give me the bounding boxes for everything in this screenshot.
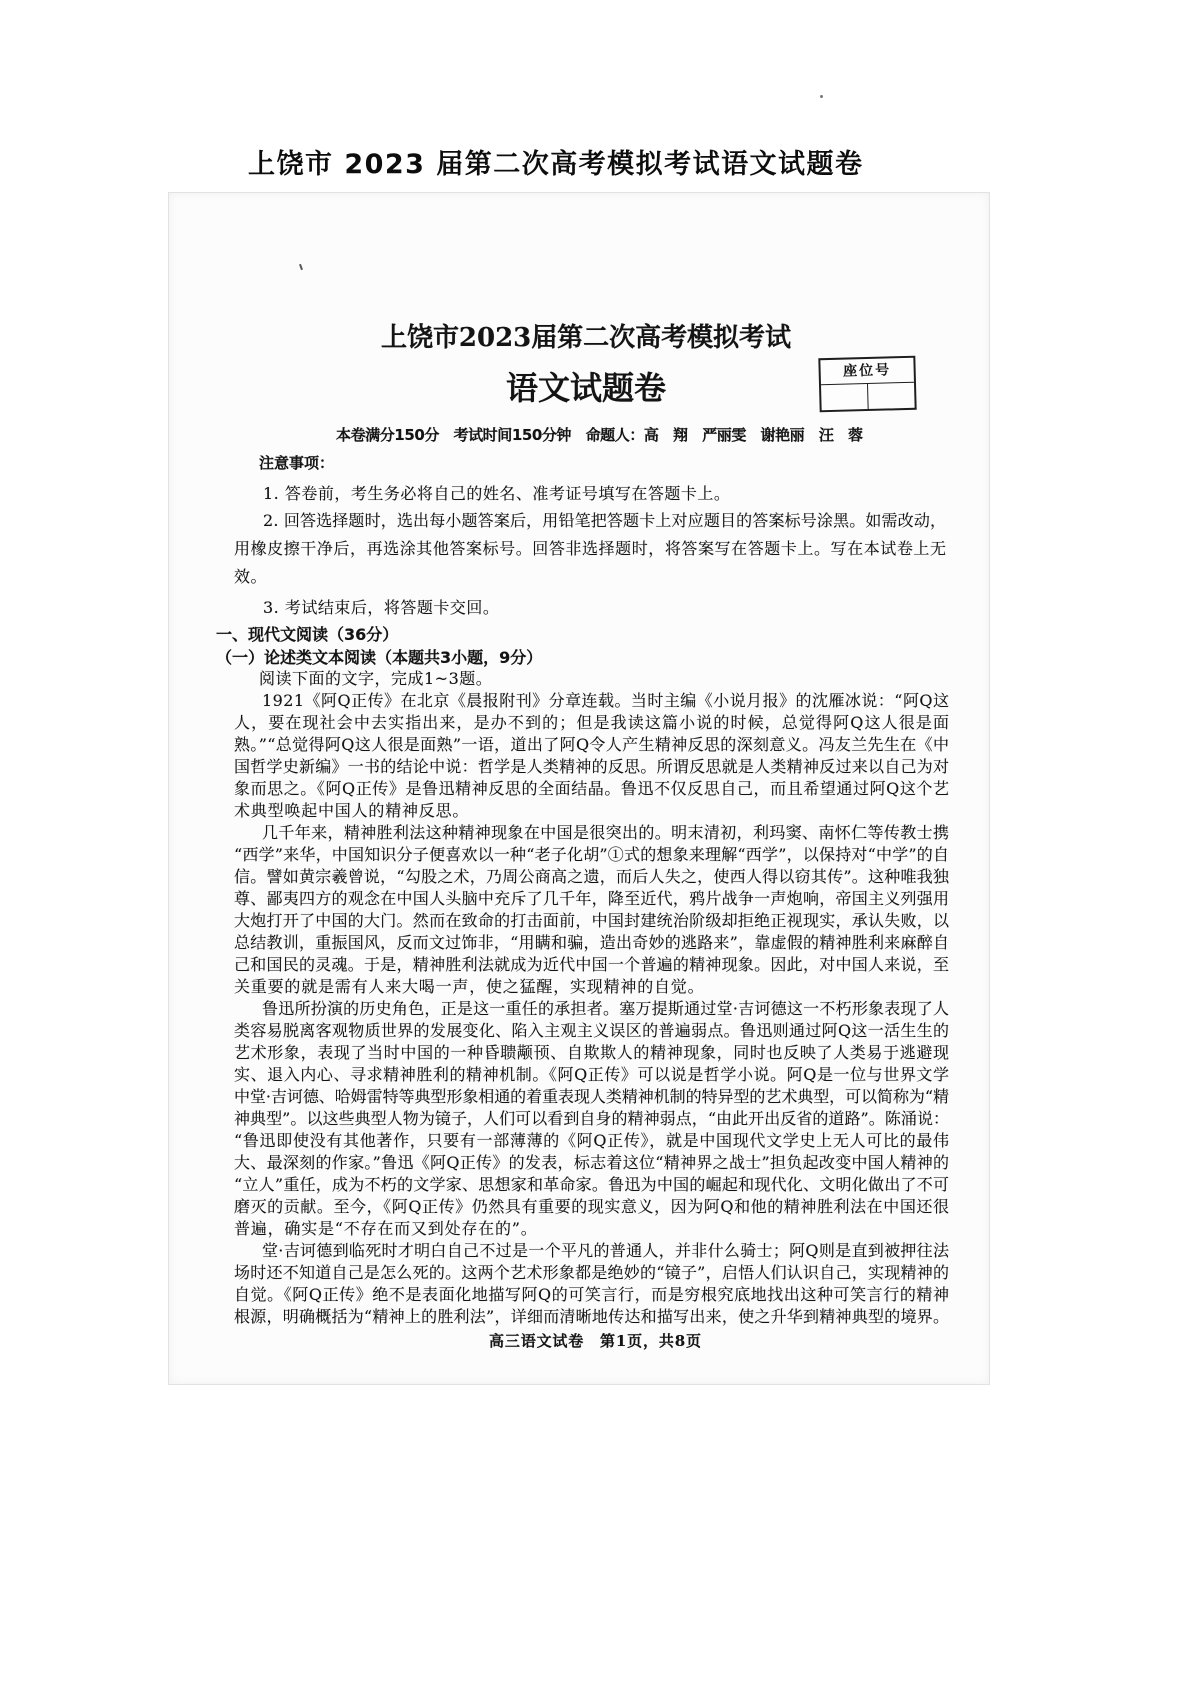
text-line: 神典型”。以这些典型人物为镜子，人们可以看到自身的精神弱点，“由此开出反省的道路”。陈涌说：	[234, 1109, 950, 1128]
paragraph	[234, 1240, 949, 1328]
text-line: 信。譬如黄宗羲曾说，“勾股之术，乃周公商高之遗，而后人失之，使西人得以窃其传”。这种唯我独	[234, 867, 950, 886]
paragraph	[234, 822, 949, 998]
reading-passage	[234, 690, 949, 1328]
text-line: 大炮打开了中国的大门。然而在致命的打击面前，中国封建统治阶级却拒绝正视现实，承认失败，以	[234, 911, 950, 930]
exam-info-line: 本卷满分150分 考试时间150分钟 命题人：高 翔 严丽雯 谢艳丽 汪 蓉	[336, 426, 863, 444]
seat-number-label: 座位号	[820, 358, 914, 385]
reading-instruction: 阅读下面的文字，完成1~3题。	[259, 669, 493, 688]
text-line: 类容易脱离客观物质世界的发展变化、陷入主观主义误区的普遍弱点。鲁迅则通过阿Q这一活生生的	[234, 1021, 950, 1040]
text-line: 中堂·吉诃德、哈姆雷特等典型形象相通的着重表现人类精神机制的特异型的艺术典型，可以简称为“精	[234, 1087, 949, 1106]
text-line: 普遍，确实是“不存在而又到处存在的”。	[234, 1219, 538, 1238]
text-line: 关重要的就是需有人来大喝一声，使之猛醒，实现精神的自觉。	[234, 977, 705, 996]
scan-speck	[820, 95, 823, 98]
section-heading: 一、现代文阅读（36分）	[216, 625, 399, 644]
text-line: “立人”重任，成为不朽的文学家、思想家和革命家。鲁迅为中国的崛起和现代化、文明化做出了不可	[234, 1175, 950, 1194]
text-line: 艺术形象，表现了当时中国的一种昏聩颟顸、自欺欺人的精神现象，同时也反映了人类易于逃避现	[234, 1043, 950, 1062]
text-line: 熟。”“总觉得阿Q这人很是面熟”一语，道出了阿Q令人产生精神反思的深刻意义。冯友兰先生在《中	[234, 735, 950, 754]
text-line: 人，要在现社会中去实指出来，是办不到的；但是我读这篇小说的时候，总觉得阿Q这人很是面	[234, 713, 951, 732]
text-line: 堂·吉诃德到临死时才明白自己不过是一个平凡的普通人，并非什么骑士；阿Q则是直到被押往法	[262, 1241, 950, 1260]
text-line: 尊、鄙夷四方的观念在中国人头脑中充斥了几千年，降至近代，鸦片战争一声炮响，帝国主义列强用	[234, 889, 950, 908]
text-line: 总结教训，重振国风，反而文过饰非，“用瞒和骗，造出奇妙的逃路来”，靠虚假的精神胜利来麻醉自	[234, 933, 950, 952]
text-line: 磨灭的贡献。至今，《阿Q正传》仍然具有重要的现实意义，因为阿Q和他的精神胜利法在中国还很	[234, 1197, 950, 1216]
paragraph	[234, 998, 949, 1240]
page-footer: 高三语文试卷 第1页，共8页	[489, 1332, 702, 1350]
note-line: 1. 答卷前，考生务必将自己的姓名、准考证号填写在答题卡上。	[263, 484, 731, 503]
text-line: 1921《阿Q正传》在北京《晨报附刊》分章连载。当时主编《小说月报》的沈雁冰说：“阿Q这	[262, 691, 950, 710]
exam-title: 上饶市2023届第二次高考模拟考试	[381, 323, 791, 353]
seat-number-cell	[821, 384, 868, 411]
note-line: 用橡皮擦干净后，再选涂其他答案标号。回答非选择题时，将答案写在答题卡上。写在本试卷上无	[234, 539, 947, 558]
text-line: “鲁迅即使没有其他著作，只要有一部薄薄的《阿Q正传》，就是中国现代文学史上无人可比的最伟	[234, 1131, 950, 1150]
scanned-exam-page	[168, 192, 990, 1385]
exam-subtitle: 语文试题卷	[506, 369, 666, 407]
text-line: 象而思之。《阿Q正传》是鲁迅精神反思的全面结晶。鲁迅不仅反思自己，而且希望通过阿Q这个艺	[234, 779, 950, 798]
text-line: 国哲学史新编》一书的结论中说：哲学是人类精神的反思。所谓反思就是人类精神反过来以自己为对	[234, 757, 950, 776]
scan-speck	[299, 264, 303, 270]
text-line: 实、退入内心、寻求精神胜利的精神机制。《阿Q正传》可以说是哲学小说。阿Q是一位与世界文学	[234, 1065, 950, 1084]
seat-number-cells	[821, 383, 915, 411]
note-line: 效。	[234, 567, 268, 586]
note-line: 2. 回答选择题时，选出每小题答案后，用铅笔把答题卡上对应题目的答案标号涂黑。如需改动，	[263, 511, 947, 530]
text-line: 自觉。《阿Q正传》绝不是表面化地描写阿Q的可笑言行，而是穷根究底地找出这种可笑言行的精神	[234, 1285, 950, 1304]
text-line: 根源，明确概括为“精神上的胜利法”，详细而清晰地传达和描写出来，使之升华到精神典型的境界。	[234, 1307, 950, 1326]
subsection-heading: （一）论述类文本阅读（本题共3小题，9分）	[216, 648, 543, 667]
note-line: 3. 考试结束后，将答题卡交回。	[263, 598, 500, 617]
text-line: 几千年来，精神胜利法这种精神现象在中国是很突出的。明末清初，利玛窦、南怀仁等传教士携	[262, 823, 950, 842]
text-line: 鲁迅所扮演的历史角色，正是这一重任的承担者。塞万提斯通过堂·吉诃德这一不朽形象表现了人	[262, 999, 950, 1018]
text-line: 术典型唤起中国人的精神反思。	[234, 801, 470, 820]
text-line: “西学”来华，中国知识分子便喜欢以一种“老子化胡”①式的想象来理解“西学”，以保持对“中学”的自	[234, 845, 950, 864]
text-line: 己和国民的灵魂。于是，精神胜利法就成为近代中国一个普遍的精神现象。因此，对中国人来说，至	[234, 955, 950, 974]
text-line: 大、最深刻的作家。”鲁迅《阿Q正传》的发表，标志着这位“精神界之战士”担负起改变中国人精神的	[234, 1153, 950, 1172]
page-title: 上饶市 2023 届第二次高考模拟考试语文试题卷	[248, 149, 864, 180]
seat-number-box	[818, 356, 916, 413]
paragraph	[234, 690, 949, 822]
notes-heading: 注意事项：	[259, 454, 335, 472]
seat-number-cell	[867, 383, 915, 410]
text-line: 场时还不知道自己是怎么死的。这两个艺术形象都是绝妙的“镜子”，启悟人们认识自己，实现精神的	[234, 1263, 950, 1282]
